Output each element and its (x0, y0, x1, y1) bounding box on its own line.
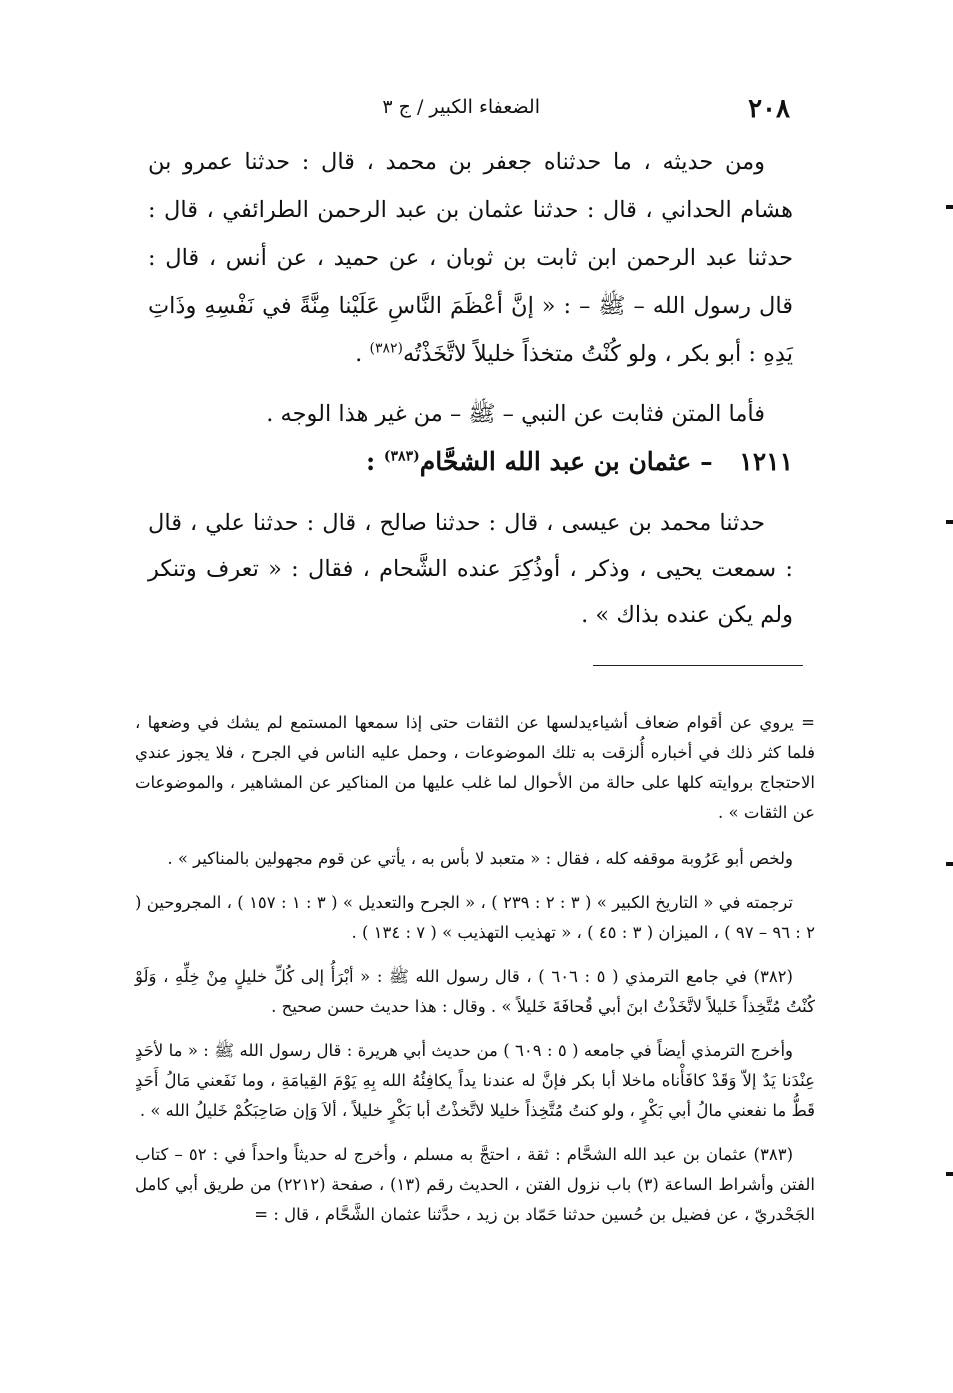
footnotes (135, 708, 815, 1244)
footnote-382: (٣٨٢) في جامع الترمذي ( ٥ : ٦٠٦ ) ، قال رسول الله ﷺ : « أبْرَأُ إلى كُلِّ خليلٍ مِنْ خِلِّهِ ، وَلَوْ كُنْتُ مُتَّخِذاً خَليلاً لاتَّخَذْتُ ابنَ أبي قُحافَةَ خَليلاً » . وقال : هذا حديث حسن صحيح . (135, 967, 815, 1016)
footnote-continuation: = يروي عن أقوام ضعاف أشياءيدلسها عن الثقات حتى إذا سمعها المستمع لم يشك في وضعها ، فلما كثر ذلك في أخباره أُلزقت به تلك الموضوعات ، وحمل عليه الناس في الجرح ، فلا يجوز عندي الاحتجاج بروايته كلها على حالة من الأحوال لما غلب عليها من المناكير عن المشاهير ، والموضوعات عن الثقات » . (135, 713, 815, 822)
main-text (148, 138, 793, 438)
footnote-383: (٣٨٣) عثمان بن عبد الله الشحَّام : ثقة ، احتجَّ به مسلم ، وأخرج له حديثاً واحداً في : ٥٢ – كتاب الفتن وأشراط الساعة (٣) باب نزول الفتن ، الحديث رقم (١٣) ، صفحة (٢٢١٢) من طريق أبي كامل الجَحْدريّ ، عن فضيل بن حُسين حدثنا حَمّاد بن زيد ، حدَّثنا عثمان الشَّحَّام ، قال : = (135, 1145, 815, 1224)
entry-heading (148, 442, 793, 482)
footnote-paragraph: ترجمته في « التاريخ الكبير » ( ٣ : ٢ : ٢٣٩ ) ، « الجرح والتعديل » ( ٣ : ١ : ١٥٧ ) ، المجروحين ( ٢ : ٩٦ – ٩٧ ) ، الميزان ( ٣ : ٤٥ ) ، « تهذيب التهذيب » ( ٧ : ١٣٤ ) . (135, 893, 815, 942)
margin-mark (946, 862, 953, 866)
margin-mark (946, 1172, 953, 1176)
margin-mark (946, 205, 953, 209)
hadith-text: ومن حديثه ، ما حدثناه جعفر بن محمد ، قال : حدثنا عمرو بن هشام الحداني ، قال : حدثنا عثمان بن عبد الرحمن الطرائفي ، قال : حدثنا عبد الرحمن ابن ثابت بن ثوبان ، عن حميد ، عن أنس ، قال : قال رسول الله – ﷺ – : « إنَّ أعْظَمَ النَّاسِ عَلَيْنا مِنَّةً في نَفْسِهِ وذَاتِ يَدِهِ : أبو بكر ، ولو كُنْتُ متخذاً خليلاً لاتَّخَذْتُه (148, 149, 793, 367)
hadith-end: . (355, 341, 370, 367)
page-number: ٢٠٨ (748, 94, 790, 124)
entry-dash: – (700, 447, 713, 476)
footnote-ref-382: (٣٨٢) (369, 340, 403, 357)
margin-mark (946, 520, 953, 524)
entry-paragraph: حدثنا محمد بن عيسى ، قال : حدثنا صالح ، قال : حدثنا علي ، قال : سمعت يحيى ، وذكر ، أوذُكِرَ عنده الشَّحام ، فقال : « تعرف وتنكر ولم يكن عنده بذاك » . (148, 510, 793, 628)
commentary-paragraph: فأما المتن فثابت عن النبي – ﷺ – من غير هذا الوجه . (266, 401, 765, 427)
page-header (110, 92, 790, 128)
footnote-separator (593, 665, 803, 666)
entry-colon: : (365, 447, 384, 476)
entry-number: ١٢١١ (739, 447, 793, 476)
footnote-paragraph: وأخرج الترمذي أيضاً في جامعه ( ٥ : ٦٠٩ ) من حديث أبي هريرة : قال رسول الله ﷺ : « ما لأحَدٍ عِنْدَنا يَدٌ إلاّ وَقَدْ كافَأْناه ماخلا أبا بكر فإنَّ له عندنا يداً يكافِئُهُ الله بِهِ يَوْمَ القِيامَةِ ، وما نَفَعني مَالُ أَحَدٍ قَطُّ ما نفعني مالُ أبي بَكْرٍ ، ولو كنتُ مُتَّخِذاً خليلا لاتَّخذْتُ أبا بَكْرٍ خليلاً ، ألاَ وَإن صَاحِبَكُمْ خَليلُ الله » . (135, 1041, 815, 1120)
hadith-paragraph (148, 138, 793, 378)
running-title: الضعفاء الكبير / ج ٣ (382, 96, 540, 118)
entry-text (148, 500, 793, 638)
footnote-ref-383: (٣٨٣) (383, 448, 420, 465)
entry-name: عثمان بن عبد الله الشحَّام (419, 447, 692, 476)
footnote-paragraph: ولخص أبو عَرُوبة موقفه كله ، فقال : « متعبد لا بأس به ، يأتي عن قوم مجهولين بالمناكير » . (167, 849, 793, 868)
